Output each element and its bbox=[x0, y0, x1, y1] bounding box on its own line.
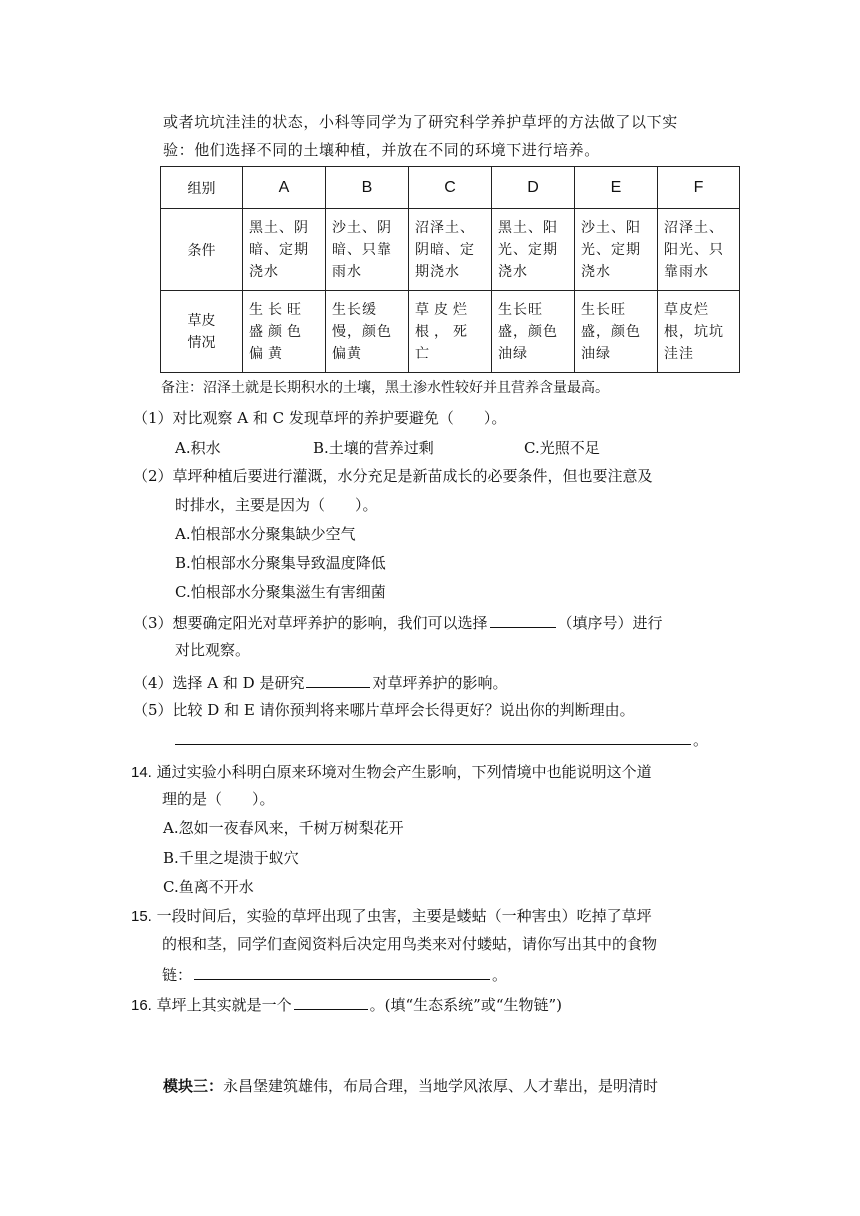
result-label-line-2: 情况 bbox=[187, 334, 216, 351]
result-d-cell: 生长旺盛，颜色油绿 bbox=[492, 291, 575, 373]
q2-option-a: A.怕根部水分聚集缺少空气 bbox=[175, 525, 356, 543]
table-header-row bbox=[161, 167, 740, 209]
q15-number: 15. bbox=[131, 908, 152, 925]
condition-a-cell: 黑土、阴暗、定期浇水 bbox=[243, 209, 326, 291]
q5-stem: （5）比较 D 和 E 请你预判将来哪片草坪会长得更好？说出你的判断理由。 bbox=[133, 701, 635, 719]
condition-d-cell: 黑土、阳光、定期浇水 bbox=[492, 209, 575, 291]
q4-stem bbox=[133, 671, 508, 693]
q2-option-c: C.怕根部水分聚集滋生有害细菌 bbox=[175, 583, 386, 601]
q1-option-c: C.光照不足 bbox=[524, 439, 600, 457]
q16-stem-part-b: 。(填“生态系统”或“生物链”) bbox=[369, 996, 563, 1014]
q14-number: 14. bbox=[131, 764, 152, 781]
q16-number: 16. bbox=[131, 997, 152, 1014]
module3-intro bbox=[163, 1076, 658, 1096]
group-d-cell: D bbox=[492, 167, 575, 209]
result-label-cell bbox=[161, 291, 243, 373]
q3-stem-line-1 bbox=[133, 611, 663, 633]
q1-stem: （1）对比观察 A 和 C 发现草坪的养护要避免（ ）。 bbox=[133, 409, 507, 427]
q15-stem-text-3: 链： bbox=[162, 966, 193, 984]
table-condition-row bbox=[161, 209, 740, 291]
condition-f-cell: 沼泽土、阳光、只靠雨水 bbox=[658, 209, 740, 291]
q14-stem-line-2: 理的是（ ）。 bbox=[162, 790, 275, 808]
result-e-cell: 生长旺盛，颜色油绿 bbox=[575, 291, 658, 373]
condition-b-cell: 沙土、阴暗、只靠雨水 bbox=[326, 209, 409, 291]
q15-stem-line-2: 的根和茎，同学们查阅资料后决定用鸟类来对付蝼蛄，请你写出其中的食物 bbox=[162, 935, 658, 953]
q4-stem-part-a: （4）选择 A 和 D 是研究 bbox=[133, 674, 305, 692]
q16-answer-blank[interactable] bbox=[294, 993, 368, 1010]
result-c-cell: 草皮烂根，死亡 bbox=[409, 291, 492, 373]
q14-option-b: B.千里之堤溃于蚁穴 bbox=[163, 849, 299, 867]
group-a-cell: A bbox=[243, 167, 326, 209]
condition-e-cell: 沙土、阳光、定期浇水 bbox=[575, 209, 658, 291]
q5-answer-blank[interactable] bbox=[175, 728, 691, 745]
q3-stem-part-b: （填序号）进行 bbox=[557, 614, 663, 632]
q16-stem bbox=[131, 993, 562, 1016]
q1-option-a: A.积水 bbox=[175, 439, 221, 457]
module3-label: 模块三： bbox=[163, 1077, 224, 1095]
q2-option-b: B.怕根部水分聚集导致温度降低 bbox=[175, 554, 386, 572]
result-a-cell: 生长旺盛颜色偏黄 bbox=[243, 291, 326, 373]
q5-end-mark: 。 bbox=[693, 731, 709, 749]
q3-stem-part-a: （3）想要确定阳光对草坪养护的影响，我们可以选择 bbox=[133, 614, 488, 632]
result-b-cell: 生长缓慢，颜色偏黄 bbox=[326, 291, 409, 373]
q14-option-c: C.鱼离不开水 bbox=[163, 878, 254, 896]
result-f-cell: 草皮烂根，坑坑洼洼 bbox=[658, 291, 740, 373]
q4-answer-blank[interactable] bbox=[306, 671, 370, 688]
condition-c-cell: 沼泽土、阴暗、定期浇水 bbox=[409, 209, 492, 291]
q2-stem-line-2: 时排水，主要是因为（ ）。 bbox=[175, 496, 378, 514]
table-result-row bbox=[161, 291, 740, 373]
q15-end-mark: 。 bbox=[492, 966, 508, 984]
group-f-cell: F bbox=[658, 167, 740, 209]
module3-text: 永昌堡建筑雄伟，布局合理，当地学风浓厚、人才辈出，是明清时 bbox=[223, 1077, 659, 1095]
q15-answer-blank[interactable] bbox=[194, 963, 490, 980]
q16-stem-part-a: 草坪上其实就是一个 bbox=[156, 996, 292, 1014]
group-b-cell: B bbox=[326, 167, 409, 209]
experiment-table bbox=[160, 166, 740, 373]
q15-stem-line-1 bbox=[131, 906, 652, 927]
q14-stem-line-1 bbox=[131, 762, 652, 783]
q14-stem-text-1: 通过实验小科明白原来环境对生物会产生影响，下列情境中也能说明这个道 bbox=[156, 763, 652, 781]
q3-stem-line-2: 对比观察。 bbox=[175, 641, 251, 659]
q14-option-a: A.忽如一夜春风来，千树万树梨花开 bbox=[163, 819, 404, 837]
group-e-cell: E bbox=[575, 167, 658, 209]
q3-answer-blank[interactable] bbox=[490, 611, 556, 628]
q1-option-b: B.土壤的营养过剩 bbox=[313, 439, 434, 457]
group-c-cell: C bbox=[409, 167, 492, 209]
q15-stem-text-1: 一段时间后，实验的草坪出现了虫害，主要是蝼蛄（一种害虫）吃掉了草坪 bbox=[156, 907, 652, 925]
q2-stem-line-1: （2）草坪种植后要进行灌溉，水分充足是新苗成长的必要条件，但也要注意及 bbox=[133, 467, 653, 485]
condition-label-cell: 条件 bbox=[161, 209, 243, 291]
table-note: 备注：沼泽土就是长期积水的土壤，黑土渗水性较好并且营养含量最高。 bbox=[161, 380, 609, 396]
result-label-line-1: 草皮 bbox=[187, 312, 216, 329]
q5-answer-line bbox=[175, 728, 708, 750]
intro-line-1: 或者坑坑洼洼的状态，小科等同学为了研究科学养护草坪的方法做了以下实 bbox=[163, 113, 678, 131]
q4-stem-part-b: 对草坪养护的影响。 bbox=[372, 674, 508, 692]
q15-stem-line-3 bbox=[162, 963, 507, 985]
intro-line-2: 验：他们选择不同的土壤种植，并放在不同的环境下进行培养。 bbox=[163, 141, 600, 159]
header-label-cell: 组别 bbox=[161, 167, 243, 209]
